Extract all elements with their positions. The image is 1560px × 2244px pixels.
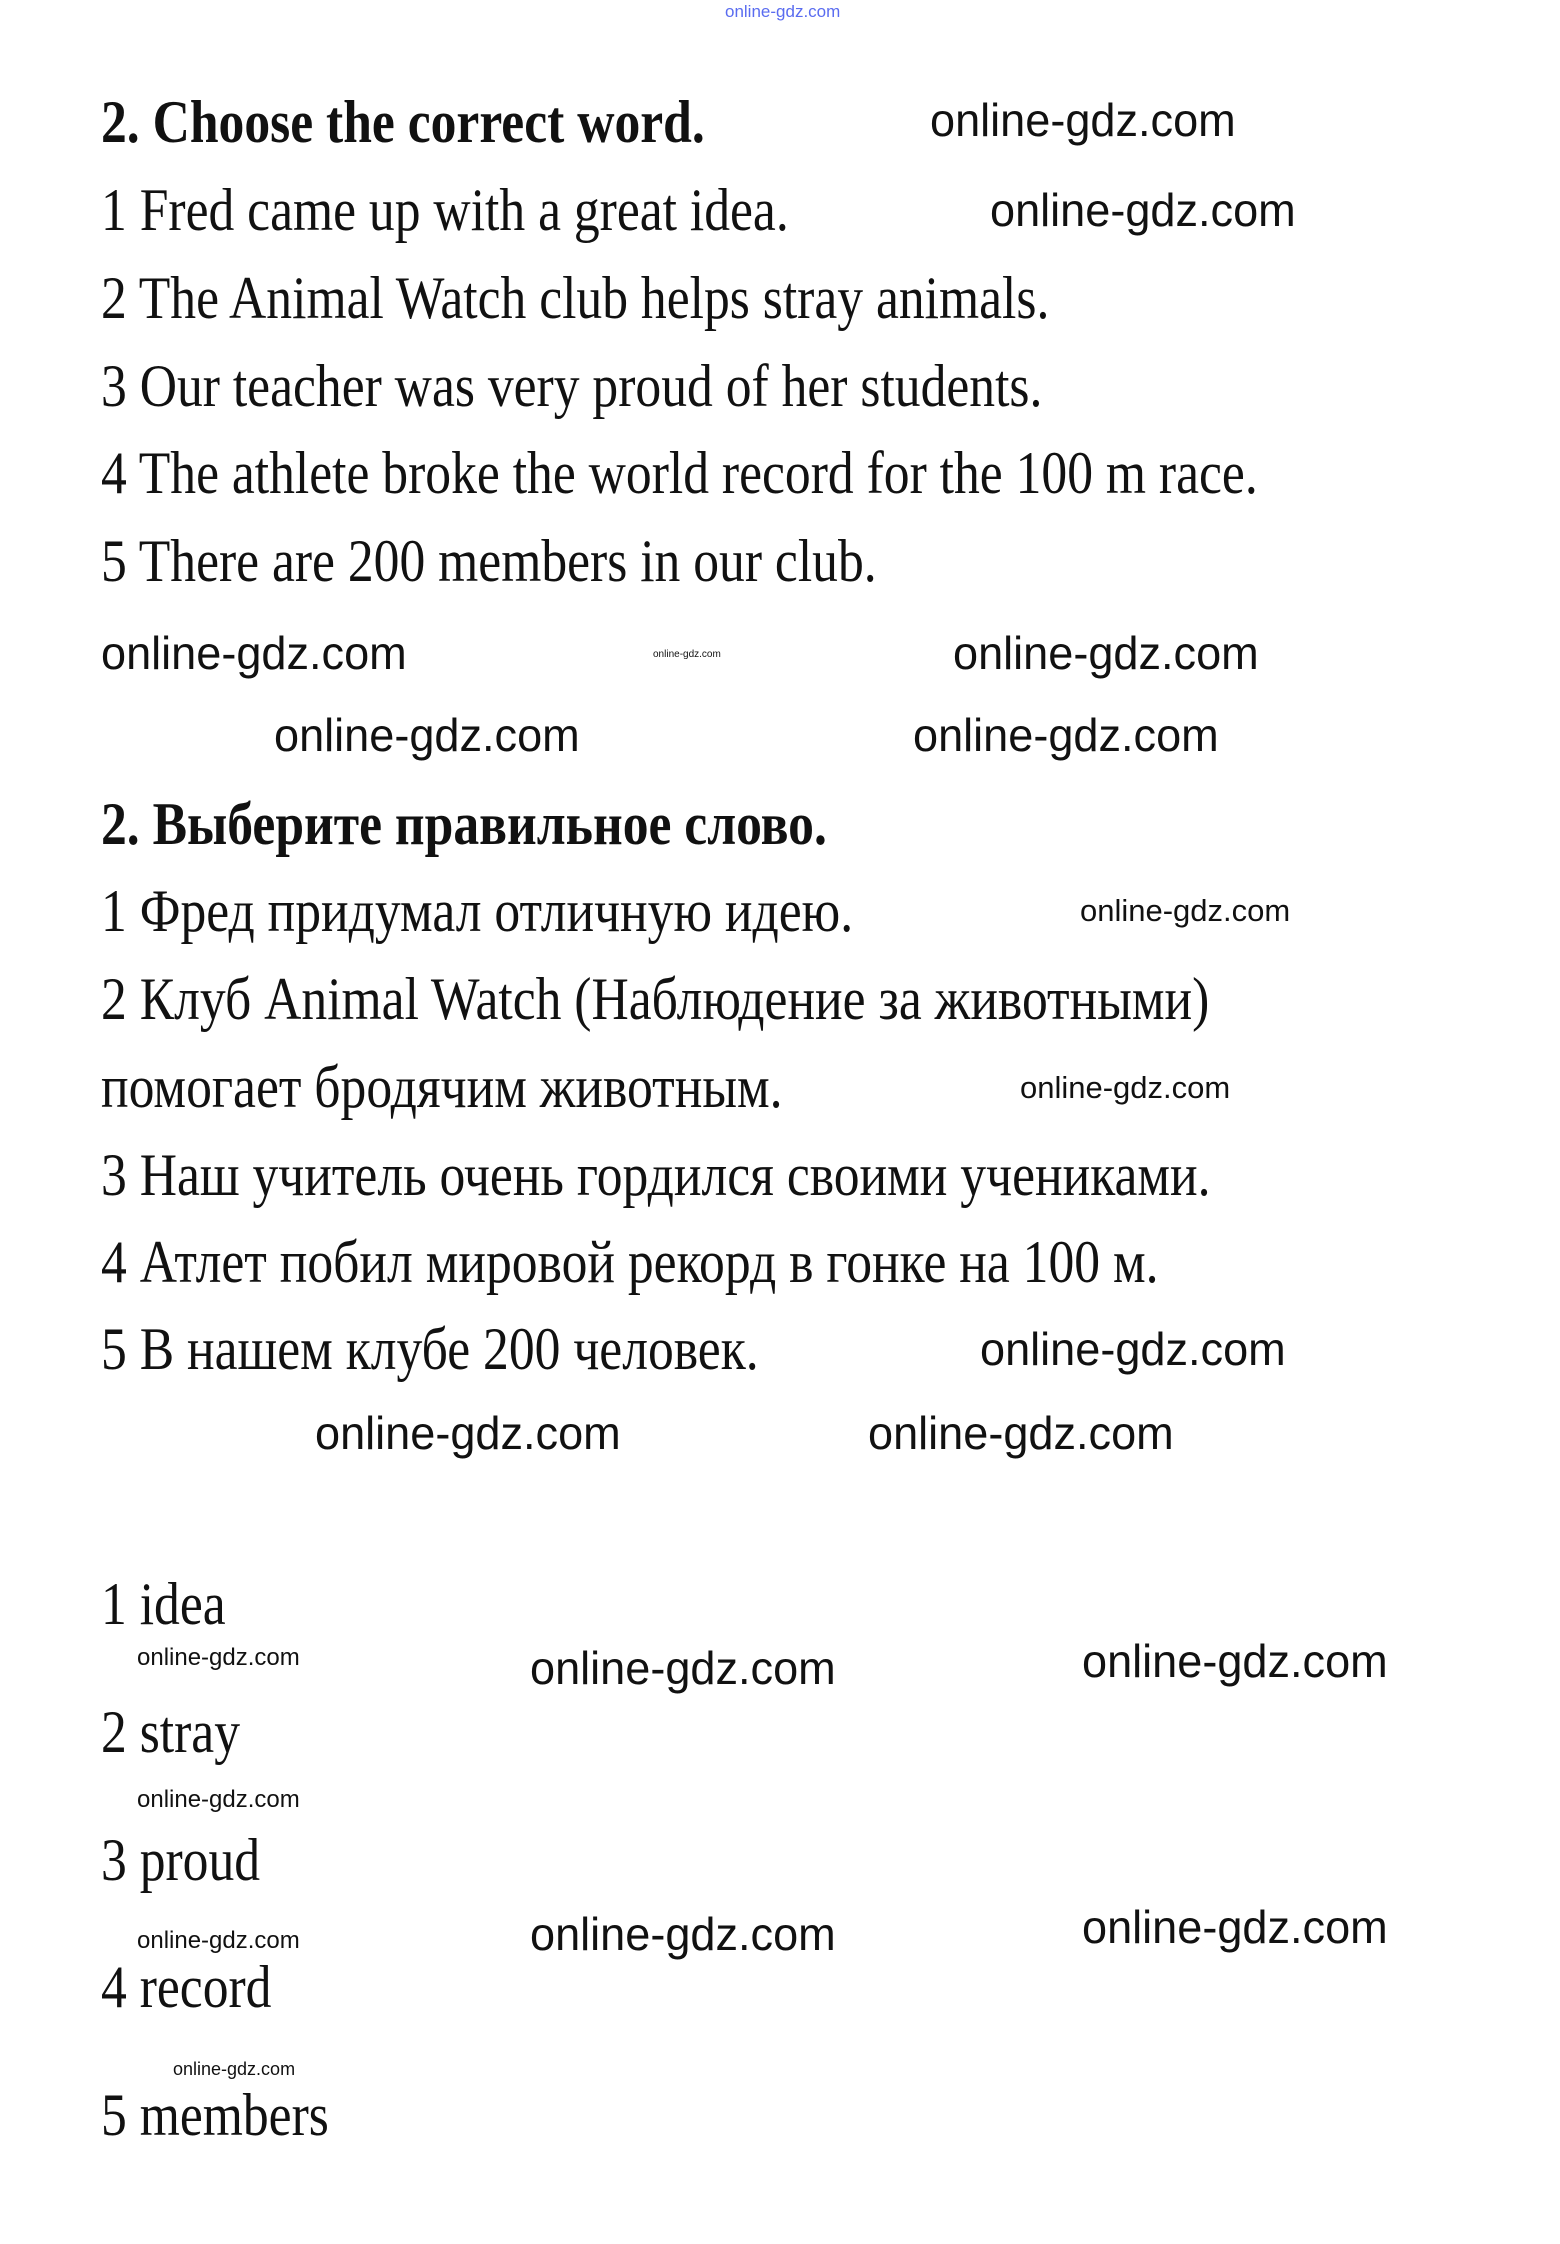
watermark: online-gdz.com [1082, 1901, 1388, 1953]
sentence-4: 4 The athlete broke the world record for the 100 m race. [101, 440, 1258, 506]
translation-3: 3 Наш учитель очень гордился своими учениками. [101, 1142, 1211, 1208]
watermark: online-gdz.com [315, 1407, 621, 1459]
watermark: online-gdz.com [1082, 1635, 1388, 1687]
exercise-heading-ru: 2. Выберите правильное слово. [101, 791, 827, 857]
watermark: online-gdz.com [173, 2059, 296, 2079]
watermark: online-gdz.com [137, 1786, 300, 1813]
translation-4: 4 Атлет побил мировой рекорд в гонке на 100 м. [101, 1229, 1159, 1295]
sentence-5: 5 There are 200 members in our club. [101, 528, 877, 594]
top-watermark: online-gdz.com [725, 2, 841, 21]
answer-4: 4 record [101, 1954, 272, 2020]
sentence-3: 3 Our teacher was very proud of her students. [101, 353, 1043, 419]
translation-5: 5 В нашем клубе 200 человек. [101, 1316, 759, 1382]
watermark: online-gdz.com [953, 627, 1259, 679]
sentence-1: 1 Fred came up with a great idea. [101, 177, 789, 243]
translation-2a: 2 Клуб Animal Watch (Наблюдение за животными) [101, 966, 1210, 1032]
watermark: online-gdz.com [101, 627, 407, 679]
exercise-heading-en: 2. Choose the correct word. [101, 89, 705, 155]
watermark: online-gdz.com [868, 1407, 1174, 1459]
translation-2b: помогает бродячим животным. [101, 1054, 783, 1120]
watermark: online-gdz.com [530, 1642, 836, 1694]
watermark: online-gdz.com [274, 709, 580, 761]
watermark: online-gdz.com [913, 709, 1219, 761]
watermark: online-gdz.com [1080, 893, 1291, 928]
answer-1: 1 idea [101, 1571, 226, 1637]
watermark: online-gdz.com [137, 1644, 300, 1671]
watermark: online-gdz.com [530, 1908, 836, 1960]
watermark: online-gdz.com [990, 184, 1296, 236]
answer-3: 3 proud [101, 1827, 261, 1893]
watermark: online-gdz.com [930, 94, 1236, 146]
watermark: online-gdz.com [137, 1927, 300, 1954]
answer-2: 2 stray [101, 1699, 241, 1765]
translation-1: 1 Фред придумал отличную идею. [101, 878, 854, 944]
watermark: online-gdz.com [653, 649, 721, 660]
watermark: online-gdz.com [980, 1323, 1286, 1375]
watermark: online-gdz.com [1020, 1070, 1231, 1105]
answer-5: 5 members [101, 2082, 329, 2148]
sentence-2: 2 The Animal Watch club helps stray animals. [101, 265, 1050, 331]
